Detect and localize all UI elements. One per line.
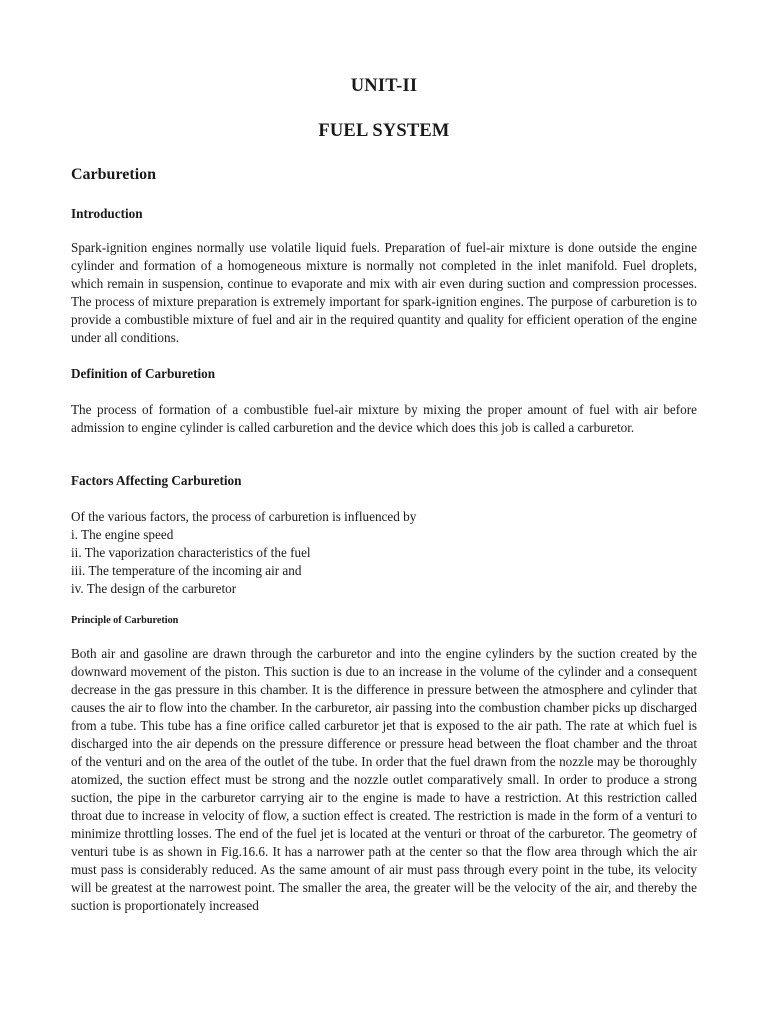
list-item: iv. The design of the carburetor	[71, 581, 237, 596]
factors-intro: Of the various factors, the process of carburetion is influenced by	[71, 509, 417, 524]
heading-definition: Definition of Carburetion	[71, 366, 216, 381]
list-item: i. The engine speed	[71, 527, 174, 542]
definition-paragraph: The process of formation of a combustible fuel-air mixture by mixing the proper amount of fuel with air before admission to engine cylinder is called carburetion and the device which does this job is called a carburetor.	[71, 402, 697, 435]
unit-title: UNIT-II	[350, 76, 418, 96]
introduction-paragraph: Spark-ignition engines normally use volatile liquid fuels. Preparation of fuel-air mixture is done outside the engine cylinder and formation of a homogeneous mixture is normally not completed in the inlet manifold. Fuel droplets, which remain in suspension, continue to evaporate and mix with air even during suction and compression processes. The process of mixture preparation is extremely important for spark-ignition engines. The purpose of carburetion is to provide a combustible mixture of fuel and air in the required quantity and quality for efficient operation of the engine under all conditions.	[71, 240, 697, 345]
list-item: ii. The vaporization characteristics of the fuel	[71, 545, 311, 560]
factors-list	[71, 508, 697, 598]
heading-factors: Factors Affecting Carburetion	[71, 473, 242, 488]
section-heading-carburetion: Carburetion	[71, 166, 157, 183]
heading-introduction: Introduction	[71, 206, 143, 221]
principle-paragraph: Both air and gasoline are drawn through the carburetor and into the engine cylinders by the suction created by the downward movement of the piston. This suction is due to an increase in the volume of the cylinder and a consequent decrease in the gas pressure in this chamber. It is the difference in pressure between the atmosphere and cylinder that causes the air to flow into the chamber. In the carburetor, air passing into the combustion chamber picks up discharged from a tube. This tube has a fine orifice called carburetor jet that is exposed to the air path. The rate at which fuel is discharged into the air depends on the pressure difference or pressure head between the float chamber and the throat of the venturi and on the area of the outlet of the tube. In order that the fuel drawn from the nozzle may be thoroughly atomized, the suction effect must be strong and the nozzle outlet comparatively small. In order to produce a strong suction, the pipe in the carburetor carrying air to the engine is made to have a restriction. At this restriction called throat due to increase in velocity of flow, a suction effect is created. The restriction is made in the form of a venturi to minimize throttling losses. The end of the fuel jet is located at the venturi or throat of the carburetor. The geometry of venturi tube is as shown in Fig.16.6. It has a narrower path at the center so that the flow area through which the air must pass is considerably reduced. As the same amount of air must pass through every point in the tube, its velocity will be greatest at the narrowest point. The smaller the area, the greater will be the velocity of the air, and thereby the suction is proportionately increased	[71, 646, 697, 913]
list-item: iii. The temperature of the incoming air and	[71, 563, 302, 578]
page-title: FUEL SYSTEM	[318, 121, 450, 141]
heading-principle: Principle of Carburetion	[71, 615, 179, 626]
